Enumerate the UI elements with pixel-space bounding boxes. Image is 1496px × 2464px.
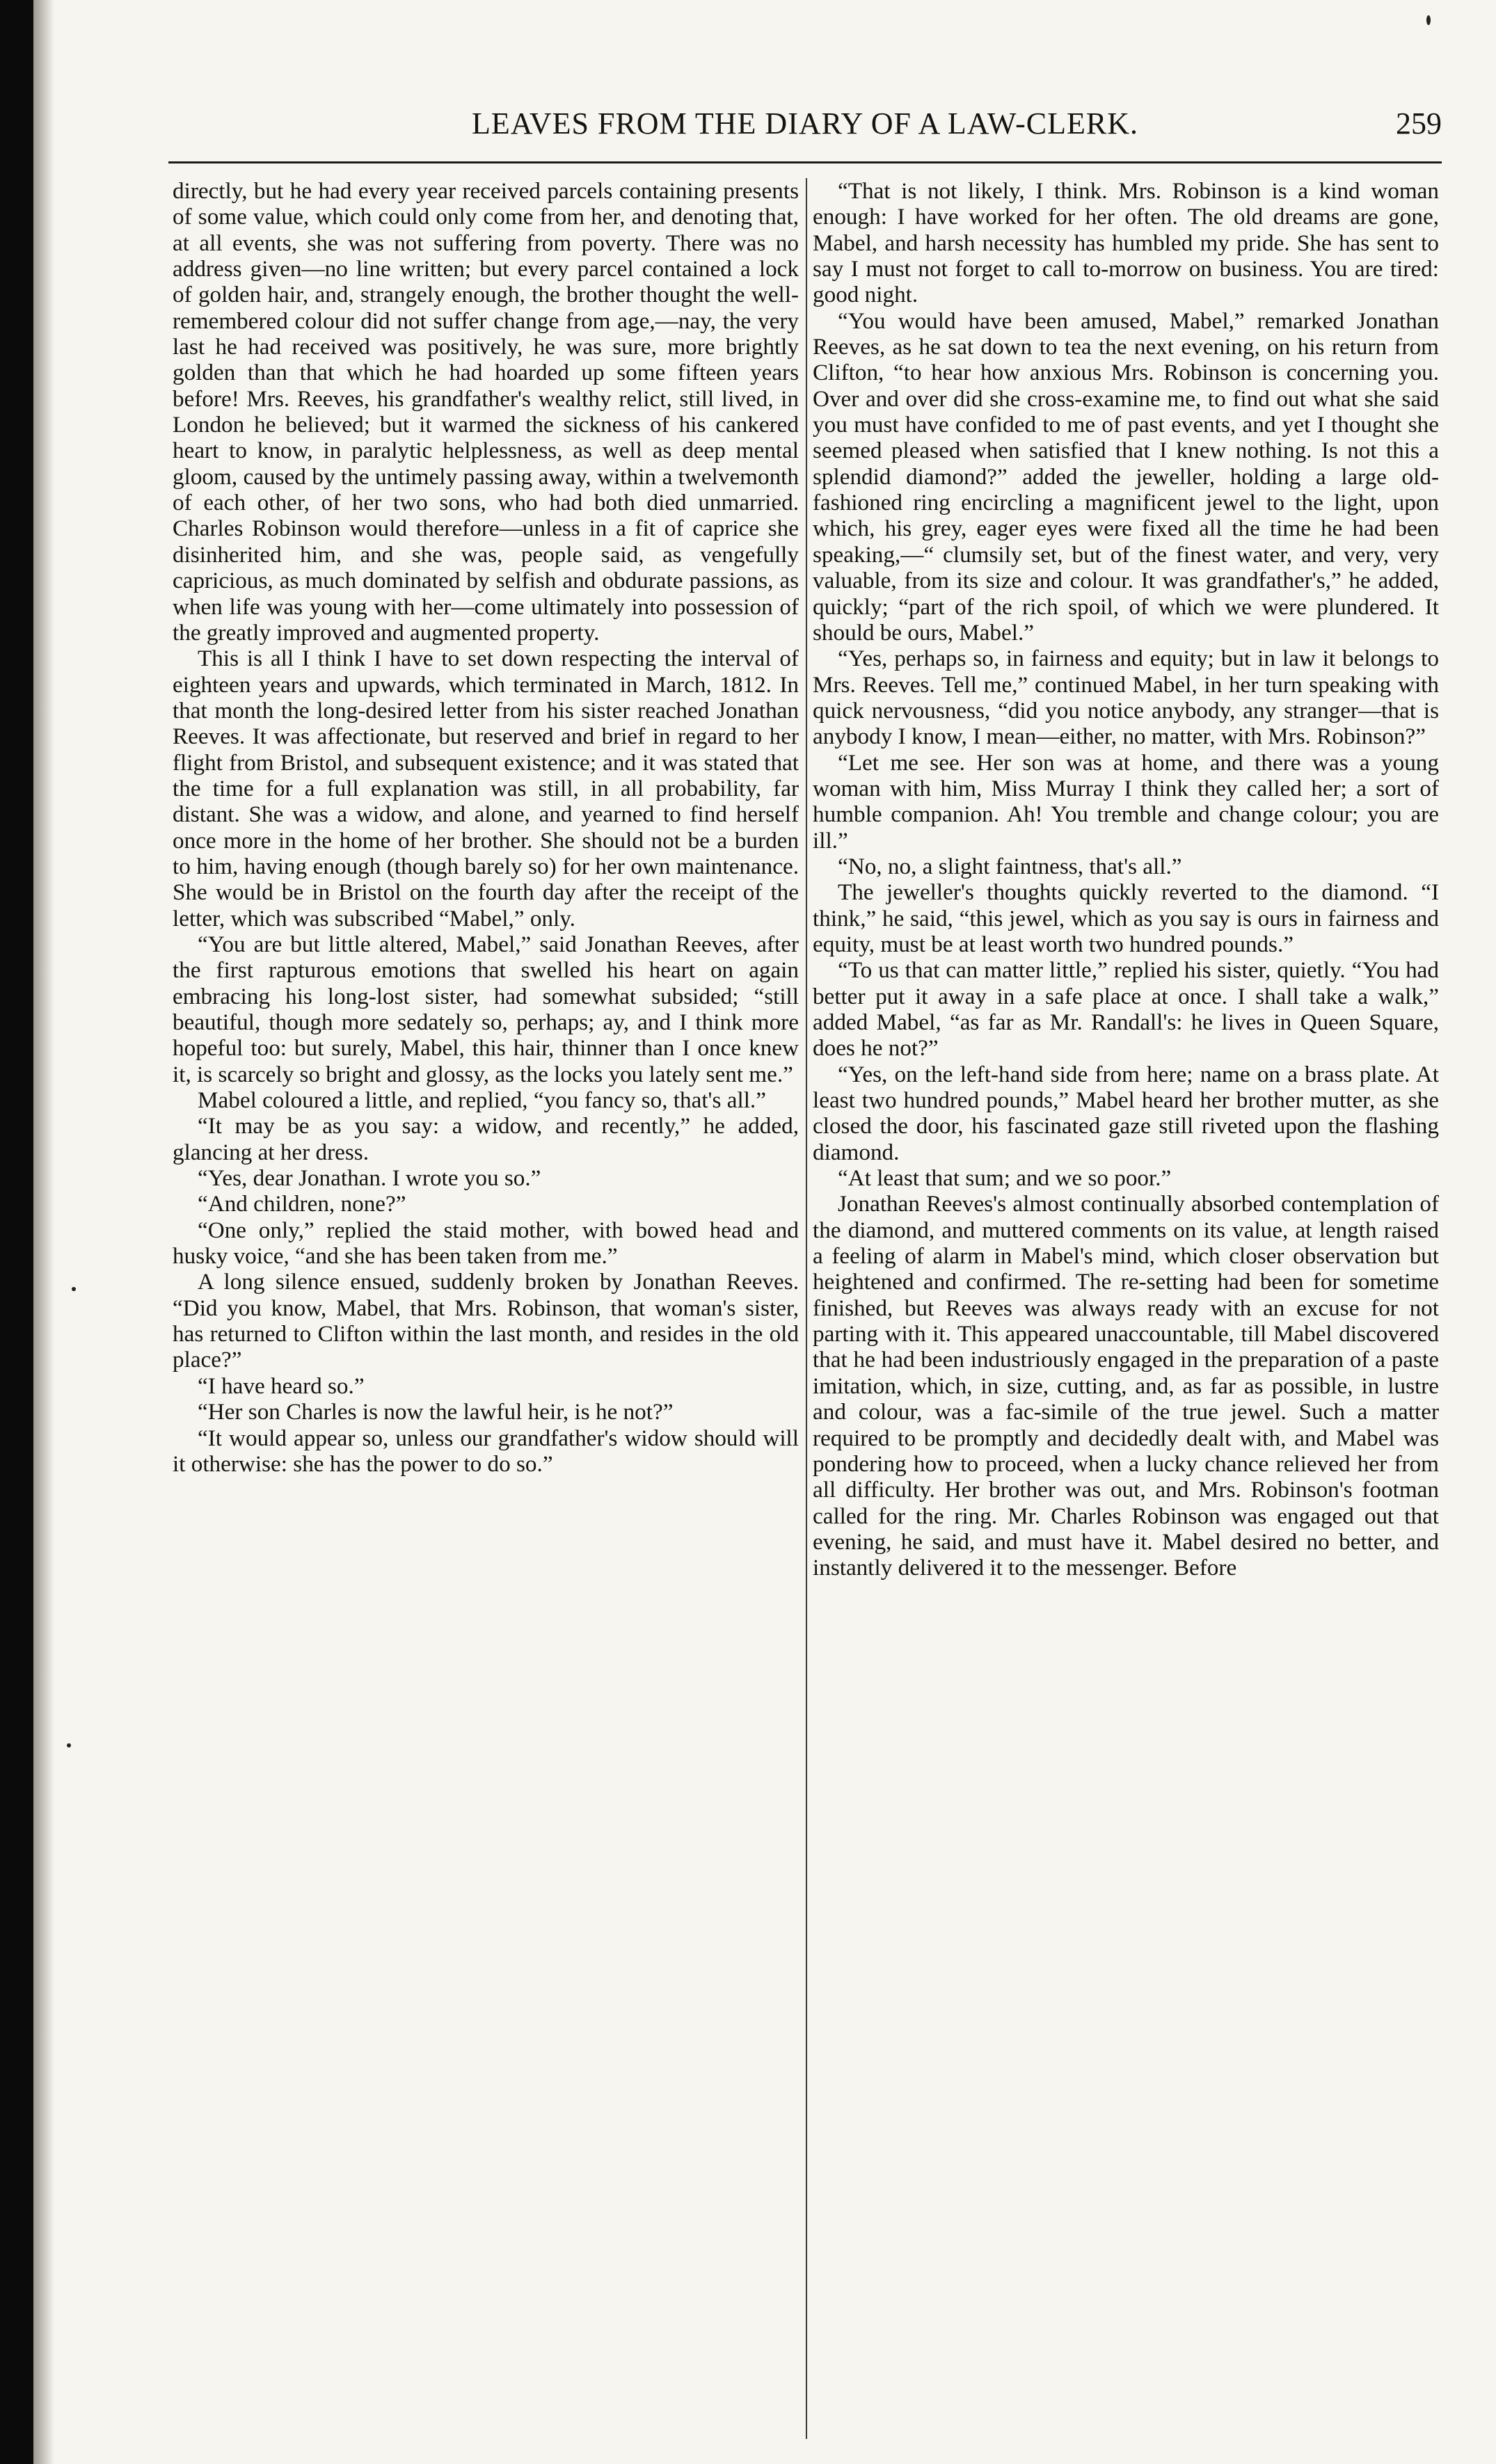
- paragraph: “And children, none?”: [198, 1191, 406, 1217]
- paragraph: “Her son Charles is now the lawful heir, is he not?”: [198, 1399, 674, 1425]
- paragraph: “Yes, on the left-hand side from here; name on a brass plate. At least two hundred pounds,” Mabel heard her brother mutter, as she closed the door, his fascinated gaze still riveted upon the flashing diamond.: [813, 1061, 1439, 1165]
- page-number: 259: [1396, 106, 1442, 141]
- right-column: [813, 178, 1439, 2438]
- paragraph: This is all I think I have to set down respecting the interval of eighteen years and upwards, which terminated in March, 1812. In that month the long-desired letter from his sister reached Jonathan Reeves. It was affectionate, but reserved and brief in regard to her flight from Bristol, and subsequent existence; and it was stated that the time for a full explanation was still, in all probability, far distant. She was a widow, and alone, and yearned to find herself once more in the home of her brother. She should not be a burden to him, having enough (though barely so) for her own maintenance. She would be in Bristol on the fourth day after the receipt of the letter, which was subscribed “Mabel,” only.: [173, 646, 799, 931]
- paragraph: “One only,” replied the staid mother, with bowed head and husky voice, “and she has been taken from me.”: [173, 1217, 799, 1270]
- paragraph: “No, no, a slight faintness, that's all.”: [838, 853, 1182, 879]
- paragraph: “It would appear so, unless our grandfather's widow should will it otherwise: she has the power to do so.”: [173, 1425, 799, 1477]
- paragraph: “Yes, dear Jonathan. I wrote you so.”: [198, 1165, 541, 1192]
- paragraph: “To us that can matter little,” replied his sister, quietly. “You had better put it away in a safe place at once. I shall take a walk,” added Mabel, “as far as Mr. Randall's: he lives in Queen Square, does he not?”: [813, 957, 1439, 1062]
- scan-speck: [67, 1743, 71, 1747]
- paragraph: “Yes, perhaps so, in fairness and equity; but in law it belongs to Mrs. Reeves. Tell me,” continued Mabel, in her turn speaking with quick nervousness, “did you notice anybody, any stranger—that is anybody I know, I mean—either, no matter, with Mrs. Robinson?”: [813, 646, 1439, 750]
- left-column: [173, 178, 799, 2438]
- paragraph: “That is not likely, I think. Mrs. Robinson is a kind woman enough: I have worked for her often. The old dreams are gone, Mabel, and harsh necessity has humbled my pride. She has sent to say I must not forget to call to-morrow on business. You are tired: good night.: [813, 178, 1439, 308]
- running-head: [168, 99, 1442, 159]
- page-edge-shadow: [0, 0, 33, 2464]
- header-rule: [168, 161, 1442, 163]
- paragraph: “Let me see. Her son was at home, and there was a young woman with him, Miss Murray I think they called her; a sort of humble companion. Ah! You tremble and change colour; you are ill.”: [813, 749, 1439, 854]
- paragraph: Jonathan Reeves's almost continually absorbed contemplation of the diamond, and muttered comments on its value, at length raised a feeling of alarm in Mabel's mind, which closer observation but heightened and confirmed. The re-setting had been for sometime finished, but Reeves was always ready with an excuse for not parting with it. This appeared unaccountable, till Mabel discovered that he had been industriously engaged in the preparation of a paste imitation, which, in size, cutting, and, as far as possible, in lustre and colour, was a fac-simile of the true jewel. Such a matter required to be promptly and decidedly dealt with, and Mabel was pondering how to proceed, when a lucky chance relieved her from all difficulty. Her brother was out, and Mrs. Robinson's footman called for the ring. Mr. Charles Robinson was engaged out that evening, he said, and must have it. Mabel desired no better, and instantly delivered it to the messenger. Before: [813, 1191, 1439, 1581]
- paragraph: “You are but little altered, Mabel,” said Jonathan Reeves, after the first rapturous emotions that swelled his heart on again embracing his long-lost sister, had somewhat subsided; “still beautiful, though more sedately so, perhaps; ay, and I think more hopeful too: but surely, Mabel, this hair, thinner than I once knew it, is scarcely so bright and glossy, as the locks you lately sent me.”: [173, 931, 799, 1087]
- paragraph: A long silence ensued, suddenly broken by Jonathan Reeves. “Did you know, Mabel, that Mrs. Robinson, that woman's sister, has returned to Clifton within the last month, and resides in the old place?”: [173, 1269, 799, 1373]
- paragraph: “You would have been amused, Mabel,” remarked Jonathan Reeves, as he sat down to tea the next evening, on his return from Clifton, “to hear how anxious Mrs. Robinson is concerning you. Over and over did she cross-examine me, to find out what she said you must have confided to me of past events, and yet I thought she seemed pleased when satisfied that I knew nothing. Is not this a splendid diamond?” added the jeweller, holding a large old-fashioned ring encircling a magnificent jewel to the light, upon which, his grey, eager eyes were fixed all the time he had been speaking,—“ clumsily set, but of the finest water, and very, very valuable, from its size and colour. It was grandfather's,” he added, quickly; “part of the rich spoil, of which we were plundered. It should be ours, Mabel.”: [813, 307, 1439, 646]
- scan-speck: [72, 1287, 76, 1291]
- paragraph: “At least that sum; and we so poor.”: [838, 1165, 1172, 1192]
- paragraph: directly, but he had every year received parcels containing presents of some value, which could only come from her, and denoting that, at all events, she was not suffering from poverty. There was no address given—no line written; but every parcel contained a lock of golden hair, and, strangely enough, the brother thought the well-remembered colour did not suffer change from age,—nay, the very last he had received was positively, he was sure, more brightly golden than that which he had hoarded up some fifteen years before! Mrs. Reeves, his grandfather's wealthy relict, still lived, in London he believed; but it warmed the sickness of his cankered heart to know, in paralytic helplessness, as well as deep mental gloom, caused by the untimely passing away, within a twelvemonth of each other, of her two sons, who had both died unmarried. Charles Robinson would therefore—unless in a fit of caprice she disinherited him, and she was, people said, as vengefully capricious, as much dominated by selfish and obdurate passions, as when life was young with her—come ultimately into possession of the greatly improved and augmented property.: [173, 178, 799, 646]
- paragraph: Mabel coloured a little, and replied, “you fancy so, that's all.”: [198, 1087, 766, 1114]
- column-divider: [806, 178, 807, 2439]
- running-title: LEAVES FROM THE DIARY OF A LAW-CLERK.: [472, 106, 1138, 141]
- scan-speck: [1426, 15, 1431, 25]
- paragraph: “It may be as you say: a widow, and recently,” he added, glancing at her dress.: [173, 1113, 799, 1165]
- paragraph: The jeweller's thoughts quickly reverted to the diamond. “I think,” he said, “this jewel, which as you say is ours in fairness and equity, must be at least worth two hundred pounds.”: [813, 879, 1439, 957]
- paragraph: “I have heard so.”: [198, 1373, 365, 1399]
- page-edge-gradient: [33, 0, 54, 2464]
